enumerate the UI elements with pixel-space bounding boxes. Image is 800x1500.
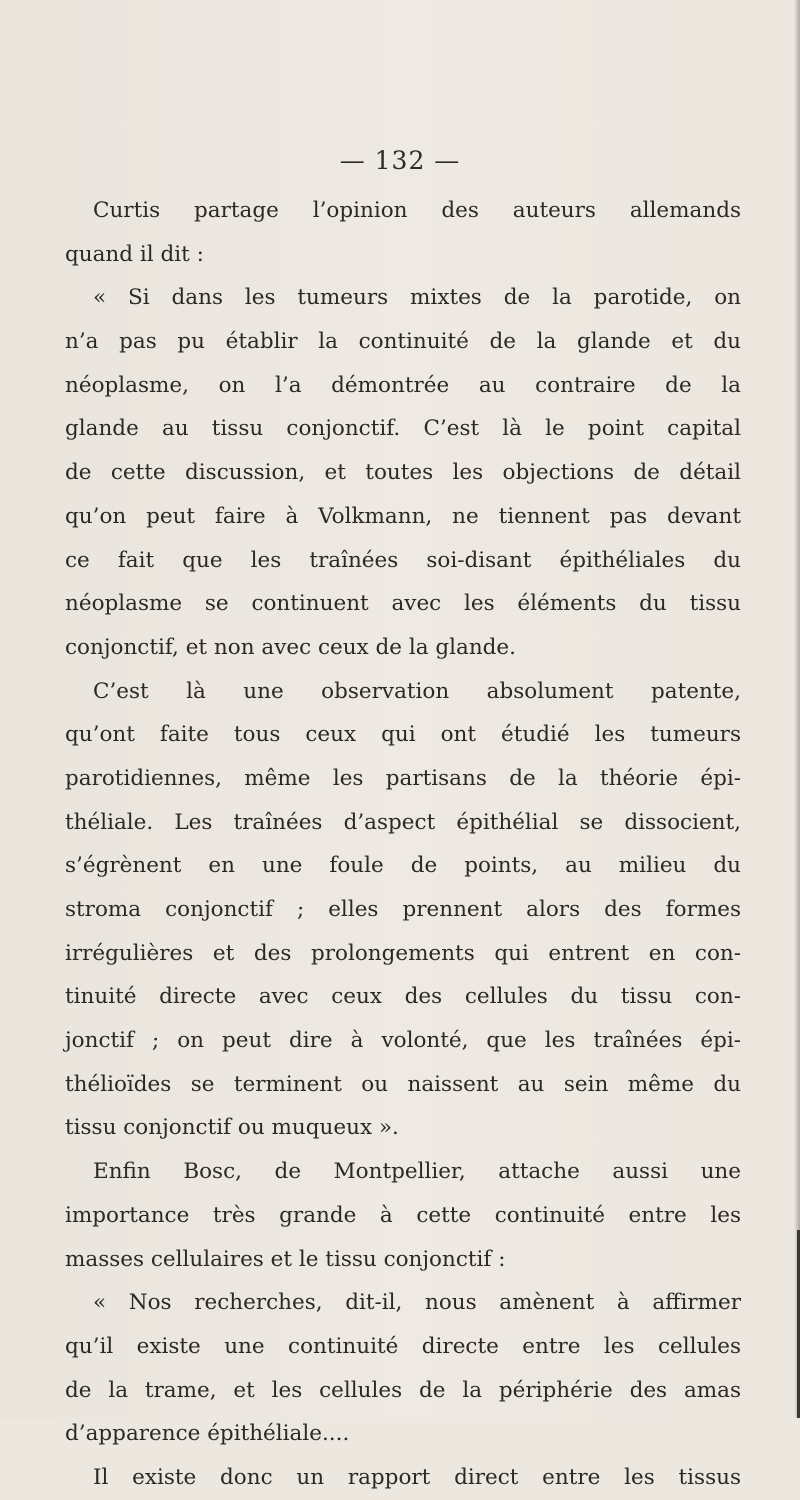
- text-line: jonctif ; on peut dire à volonté, que les traînées épi-: [65, 1028, 741, 1054]
- text-line: importance très grande à cette continuité entre les: [65, 1202, 741, 1228]
- text-line: conjonctif, et non avec ceux de la glande.: [65, 634, 516, 660]
- text-line: irrégulières et des prolongements qui entrent en con-: [65, 940, 741, 966]
- text-line: masses cellulaires et le tissu conjonctif :: [65, 1246, 506, 1272]
- text-line: Enfin Bosc, de Montpellier, attache aussi une: [93, 1159, 741, 1185]
- page-edge-shadow: [794, 0, 800, 1418]
- text-line: stroma conjonctif ; elles prennent alors des formes: [65, 897, 741, 922]
- text-line: « Nos recherches, dit-il, nous amènent à affirmer: [93, 1290, 741, 1316]
- text-line: tinuité directe avec ceux des cellules du tissu con-: [65, 984, 741, 1010]
- text-line: parotidiennes, même les partisans de la théorie épi-: [65, 765, 741, 791]
- text-line: Il existe donc un rapport direct entre les tissus: [93, 1464, 741, 1490]
- text-line: C’est là une observation absolument patente,: [93, 678, 741, 704]
- text-line: qu’ont faite tous ceux qui ont étudié les tumeurs: [65, 722, 741, 748]
- text-line: néoplasme se continuent avec les éléments du tissu: [65, 591, 741, 617]
- body-text: [65, 189, 741, 1500]
- text-line: thélioïdes se terminent ou naissent au sein même du: [65, 1071, 741, 1097]
- text-line: glande au tissu conjonctif. C’est là le point capital: [65, 416, 741, 442]
- page-number: — 132 —: [339, 146, 461, 175]
- text-line: qu’on peut faire à Volkmann, ne tiennent pas devant: [65, 503, 741, 529]
- text-line: tissu conjonctif ou muqueux ».: [65, 1115, 399, 1141]
- text-line: d’apparence épithéliale....: [65, 1421, 350, 1447]
- text-line: « Si dans les tumeurs mixtes de la parotide, on: [93, 285, 741, 311]
- text-line: ce fait que les traînées soi-disant épithéliales du: [65, 547, 741, 573]
- text-line: s’égrènent en une foule de points, au milieu du: [65, 853, 741, 879]
- text-line: néoplasme, on l’a démontrée au contraire de la: [65, 372, 741, 398]
- text-line: de la trame, et les cellules de la périphérie des amas: [65, 1377, 741, 1403]
- text-line: théliale. Les traînées d’aspect épithélial se dissocient,: [65, 809, 741, 835]
- text-line: de cette discussion, et toutes les objections de détail: [65, 460, 741, 486]
- text-line: n’a pas pu établir la continuité de la glande et du: [65, 329, 741, 355]
- text-line: qu’il existe une continuité directe entre les cellules: [65, 1333, 741, 1359]
- text-line: quand il dit :: [65, 241, 204, 267]
- text-line: Curtis partage l’opinion des auteurs allemands: [93, 198, 741, 223]
